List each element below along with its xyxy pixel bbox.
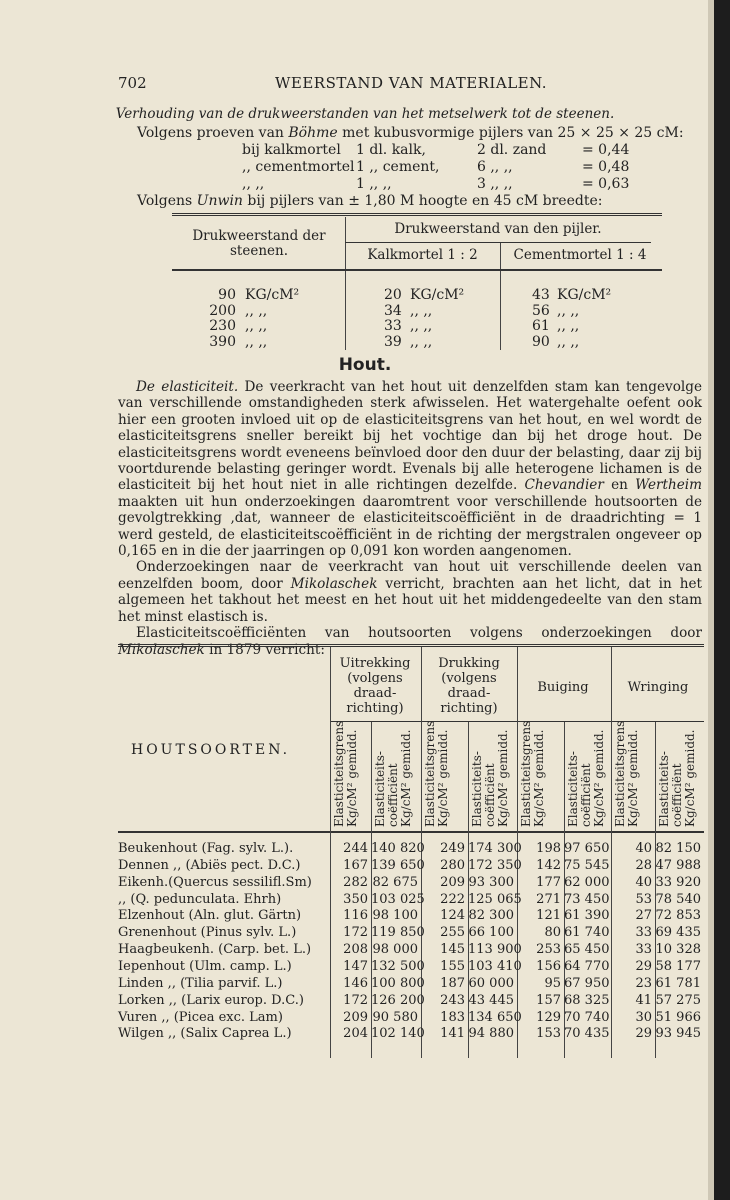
p1-name2: Wertheim — [635, 477, 702, 494]
cement-unit: KG/cM² — [557, 287, 612, 303]
row-value: 47 988 — [655, 857, 701, 873]
kalk-value: 20 — [384, 287, 402, 303]
row-value: 75 545 — [564, 857, 610, 873]
table2-stub-header: HOUTSOORTEN. — [131, 742, 291, 758]
p1-name1: Chevandier — [524, 477, 604, 494]
row-value: 23 — [635, 975, 652, 991]
p1-c: maakten uit hun onderzoekingen daaromtrent voor verschillende houtsoorten de gevolgtrekking ,dat, wanneer de elasticiteitscoëfficiënt in de draadrichting = 1 werd gesteld, de elasticiteitscoëfficiënt in de richting der mergstralen ongeveer op 0,165 en in die der jaarringen op 0,091 kon worden aangenomen. — [118, 493, 702, 560]
row-value: 33 — [635, 942, 652, 958]
section-title: Verhouding van de drukweerstanden van het metselwerk tot de steenen. — [115, 106, 615, 122]
row-value: 62 000 — [564, 874, 610, 890]
table1-group-rule — [345, 242, 651, 243]
cement-value: 56 — [532, 302, 550, 319]
row-value: 350 — [343, 891, 368, 907]
row-value: 65 450 — [564, 942, 610, 958]
row-value: 70 435 — [564, 1026, 610, 1042]
p3-b: in 1879 verricht: — [204, 641, 325, 658]
row-value: 172 — [343, 992, 368, 1008]
row-value: 172 350 — [468, 857, 522, 873]
kalk-value: 33 — [384, 318, 402, 334]
row-value: 57 275 — [655, 992, 701, 1008]
data-row — [118, 960, 704, 974]
p3-name: Mikolaschek — [118, 641, 205, 658]
row-value: 113 900 — [468, 942, 522, 958]
row-value: 208 — [343, 942, 368, 958]
row-value: 30 — [635, 1009, 652, 1025]
row-value: 244 — [343, 841, 368, 856]
unwin-suffix: bij pijlers van ± 1,80 M hoogte en 45 cM breedte: — [247, 193, 603, 209]
hout-heading: Hout. — [338, 355, 392, 375]
row-value: 142 — [536, 857, 561, 873]
row-value: 70 740 — [564, 1009, 610, 1025]
row-value: 82 675 — [372, 874, 418, 890]
row-value: 60 000 — [468, 975, 514, 991]
cement-unit: ,, ,, — [557, 302, 580, 319]
row-value: 121 — [536, 908, 561, 924]
row-value: 167 — [343, 857, 368, 873]
row-value: 61 781 — [655, 975, 701, 991]
row-value: 29 — [635, 1026, 652, 1042]
group-buiging: Buiging — [537, 680, 589, 695]
row-value: 132 500 — [371, 958, 425, 974]
row-value: 93 300 — [468, 874, 514, 890]
row-value: 156 — [536, 958, 561, 974]
kalk-value: 39 — [384, 333, 402, 350]
row-value: 124 — [440, 908, 465, 924]
data-row — [118, 909, 704, 923]
row-value: 198 — [536, 841, 561, 856]
data-row — [118, 1027, 704, 1041]
row-value: 153 — [536, 1026, 561, 1042]
row-value: 68 325 — [564, 992, 610, 1008]
row-value: 271 — [536, 891, 561, 907]
row-value: 98 000 — [372, 942, 418, 958]
paragraph-elasticiteit — [118, 379, 702, 559]
subheader-elasticiteitscoefficient: Elasticiteits-coëfficiënt Kg/cM² gemidd. — [657, 729, 697, 827]
boehme-name: Böhme — [288, 125, 338, 141]
row-value: 43 445 — [468, 992, 514, 1008]
table1-head-rule — [172, 269, 662, 271]
row-value: 183 — [440, 1009, 465, 1025]
ratio-line-b: 6 ,, ,, — [477, 159, 513, 175]
row-value: 61 390 — [564, 908, 610, 924]
cement-unit: ,, ,, — [557, 333, 580, 350]
row-value: 28 — [635, 857, 652, 873]
row-value: 10 328 — [655, 942, 701, 958]
p1-b: en — [603, 477, 636, 494]
row-value: 72 853 — [655, 908, 701, 924]
row-value: 140 820 — [371, 841, 425, 856]
row-value: 82 300 — [468, 908, 514, 924]
row-value: 146 — [343, 975, 368, 991]
row-value: 187 — [440, 975, 465, 991]
table1-sub1: Kalkmortel 1 : 2 — [367, 247, 478, 263]
row-value: 129 — [536, 1009, 561, 1025]
row-species: Grenenhout (Pinus sylv. L.) — [118, 925, 297, 941]
data-row — [118, 1011, 704, 1025]
row-value: 66 100 — [468, 925, 514, 941]
p3-a: Elasticiteitscoëfficiënten van houtsoorten volgens onderzoekingen door — [136, 625, 702, 642]
cement-value: 90 — [532, 333, 550, 350]
ratio-line-label: ,, ,, — [242, 176, 265, 192]
data-row — [118, 977, 704, 991]
ratio-line-b: 3 ,, ,, — [477, 176, 513, 192]
ratio-line-value: = 0,48 — [582, 159, 630, 175]
p2-b: verricht, brachten aan het licht, dat in het algemeen het takhout het meest en het hout uit het middengedeelte van den stam het minst elastisch is. — [118, 575, 702, 625]
ratio-line-label: ,, cementmortel — [242, 159, 355, 175]
row-value: 90 580 — [372, 1009, 418, 1025]
group-wringing: Wringing — [627, 680, 689, 695]
row-value: 155 — [440, 958, 465, 974]
row-species: Elzenhout (Aln. glut. Gärtn) — [118, 908, 302, 924]
data-row — [118, 943, 704, 957]
row-value: 145 — [440, 942, 465, 958]
table1-sub2: Cementmortel 1 : 4 — [513, 247, 647, 263]
row-value: 100 800 — [371, 975, 425, 991]
row-value: 126 200 — [371, 992, 425, 1008]
row-value: 125 065 — [468, 891, 522, 907]
table1-col1-header: Drukweerstand der steenen. — [192, 228, 326, 259]
group-drukking: Drukking (volgens draad-richting) — [438, 656, 500, 716]
row-value: 69 435 — [655, 925, 701, 941]
table1-group-header: Drukweerstand van den pijler. — [394, 221, 602, 237]
unwin-line — [137, 193, 602, 210]
p2-a: Onderzoekingen naar de veerkracht van hout uit verschillende deelen van eenzelfden boom, door — [118, 559, 702, 592]
row-value: 78 540 — [655, 891, 701, 907]
row-value: 255 — [440, 925, 465, 941]
ratio-line-value: = 0,44 — [582, 142, 630, 158]
row-value: 103 025 — [371, 891, 425, 907]
row-value: 64 770 — [564, 958, 610, 974]
row-value: 147 — [343, 958, 368, 974]
data-row — [118, 926, 704, 940]
row-value: 177 — [536, 874, 561, 890]
subheader-elasticiteitscoefficient: Elasticiteits-coëfficiënt Kg/cM² gemidd. — [470, 729, 510, 827]
paragraph-coefficienten — [118, 625, 702, 658]
row-species: Linden ,, (Tilia parvif. L.) — [118, 975, 283, 991]
row-value: 282 — [343, 874, 368, 890]
running-title: WEERSTAND VAN MATERIALEN. — [274, 74, 548, 92]
row-value: 93 945 — [655, 1026, 701, 1042]
page-number: 702 — [118, 74, 147, 92]
row-value: 51 966 — [655, 1009, 701, 1025]
cement-unit: ,, ,, — [557, 318, 580, 334]
p2-name: Mikolaschek — [290, 575, 378, 592]
row-value: 33 920 — [655, 874, 701, 890]
unwin-prefix: Volgens — [137, 193, 193, 209]
row-value: 139 650 — [371, 857, 425, 873]
row-value: 67 950 — [564, 975, 610, 991]
row-value: 33 — [635, 925, 652, 941]
row-value: 253 — [536, 942, 561, 958]
group-uitrekking: Uitrekking (volgens draad-richting) — [339, 656, 411, 716]
unwin-name: Unwin — [196, 193, 243, 209]
row-value: 95 — [544, 975, 561, 991]
row-value: 98 100 — [372, 908, 418, 924]
row-value: 103 410 — [468, 958, 522, 974]
subheader-elasticiteitsgrens: Elasticiteitsgrens Kg/cM² gemidd. — [423, 720, 450, 827]
row-species: Eikenh.(Quercus sessilifl.Sm) — [118, 874, 312, 890]
paragraph-onderzoekingen — [118, 559, 702, 625]
row-species: Haagbeukenh. (Carp. bet. L.) — [118, 942, 312, 958]
table2-top-rule — [118, 644, 704, 649]
data-row — [118, 842, 704, 856]
ratio-line-b: 2 dl. zand — [477, 142, 547, 158]
data-row — [118, 876, 704, 890]
row-value: 102 140 — [371, 1026, 425, 1042]
steen-unit: ,, ,, — [245, 318, 268, 334]
kalk-value: 34 — [384, 302, 402, 319]
hout-text — [118, 379, 702, 658]
p1-lead: De elasticiteit. — [136, 379, 239, 395]
row-species: Dennen ,, (Abiës pect. D.C.) — [118, 857, 301, 873]
ratio-line-a: 1 ,, cement, — [356, 159, 440, 175]
kalk-unit: ,, ,, — [410, 302, 433, 319]
steen-unit: ,, ,, — [245, 333, 268, 350]
cement-value: 43 — [532, 287, 550, 303]
row-value: 58 177 — [655, 958, 701, 974]
row-value: 134 650 — [468, 1009, 522, 1025]
row-value: 249 — [440, 841, 465, 856]
steen-unit: KG/cM² — [245, 287, 300, 303]
row-value: 40 — [635, 841, 652, 856]
row-value: 27 — [635, 908, 652, 924]
row-value: 209 — [440, 874, 465, 890]
subheader-elasticiteitsgrens: Elasticiteitsgrens Kg/cM² gemidd. — [613, 720, 640, 827]
boehme-prefix: Volgens proeven van — [137, 125, 284, 141]
row-species: ,, (Q. pedunculata. Ehrh) — [118, 891, 282, 907]
data-row — [118, 994, 704, 1008]
page-edge — [714, 0, 730, 1200]
boehme-line — [137, 125, 684, 142]
row-value: 94 880 — [468, 1026, 514, 1042]
row-value: 204 — [343, 1026, 368, 1042]
ratio-line-a: 1 dl. kalk, — [356, 142, 426, 158]
steen-value: 90 — [218, 287, 236, 303]
row-value: 172 — [343, 925, 368, 941]
kalk-unit: ,, ,, — [410, 333, 433, 350]
row-value: 40 — [635, 874, 652, 890]
row-value: 174 300 — [468, 841, 522, 856]
cement-value: 61 — [532, 318, 550, 334]
steen-unit: ,, ,, — [245, 302, 268, 319]
boehme-suffix: met kubusvormige pijlers van 25 × 25 × 25 cM: — [342, 125, 684, 141]
row-species: Wilgen ,, (Salix Caprea L.) — [118, 1026, 292, 1042]
row-value: 116 — [343, 908, 368, 924]
row-value: 119 850 — [371, 925, 425, 941]
subheader-elasticiteitsgrens: Elasticiteitsgrens Kg/cM² gemidd. — [519, 720, 546, 827]
row-value: 29 — [635, 958, 652, 974]
row-value: 280 — [440, 857, 465, 873]
ratio-line-value: = 0,63 — [582, 176, 630, 192]
subheader-elasticiteitscoefficient: Elasticiteits-coëfficiënt Kg/cM² gemidd. — [566, 729, 606, 827]
row-value: 41 — [635, 992, 652, 1008]
row-value: 157 — [536, 992, 561, 1008]
steen-value: 390 — [209, 333, 236, 350]
row-value: 97 650 — [564, 841, 610, 856]
row-species: Lorken ,, (Larix europ. D.C.) — [118, 992, 304, 1008]
subheader-elasticiteitscoefficient: Elasticiteits-coëfficiënt Kg/cM² gemidd. — [373, 729, 413, 827]
p1-a: De veerkracht van het hout uit denzelfden stam kan tengevolge van verschillende omstandigheden sterk afwisselen. Het watergehalte oefent ook hier een grooten invloed uit op de elasticiteitsgrens van het hout, en wel wordt de elasticiteitsgrens sneller bereikt bij het vochtige dan bij het droge hout. De elasticiteitsgrens wordt eveneens beïnvloed door den duur der belasting, daar zij bij voortdurende belasting geringer wordt. Evenals bij alle heterogene lichamen is de elasticiteit bij het hout niet in alle richtingen dezelfde. — [118, 379, 703, 494]
row-value: 61 740 — [564, 925, 610, 941]
row-value: 209 — [343, 1009, 368, 1025]
steen-value: 230 — [209, 318, 236, 334]
kalk-unit: KG/cM² — [410, 287, 465, 303]
ratio-line-label: bij kalkmortel — [242, 142, 341, 158]
row-value: 243 — [440, 992, 465, 1008]
data-row — [118, 893, 704, 907]
row-value: 73 450 — [564, 891, 610, 907]
row-value: 222 — [440, 891, 465, 907]
data-row — [118, 859, 704, 873]
table2-head-rule — [118, 831, 704, 833]
row-value: 82 150 — [655, 841, 701, 856]
subheader-elasticiteitsgrens: Elasticiteitsgrens Kg/cM² gemidd. — [332, 720, 359, 827]
steen-value: 200 — [209, 302, 236, 319]
row-value: 53 — [635, 891, 652, 907]
row-species: Iepenhout (Ulm. camp. L.) — [118, 958, 292, 974]
table1-top-rule — [172, 213, 662, 218]
row-value: 141 — [440, 1026, 465, 1042]
row-species: Beukenhout (Fag. sylv. L.). — [118, 841, 294, 856]
row-value: 80 — [544, 925, 561, 941]
ratio-line-a: 1 ,, ,, — [356, 176, 392, 192]
kalk-unit: ,, ,, — [410, 318, 433, 334]
row-species: Vuren ,, (Picea exc. Lam) — [118, 1009, 283, 1025]
